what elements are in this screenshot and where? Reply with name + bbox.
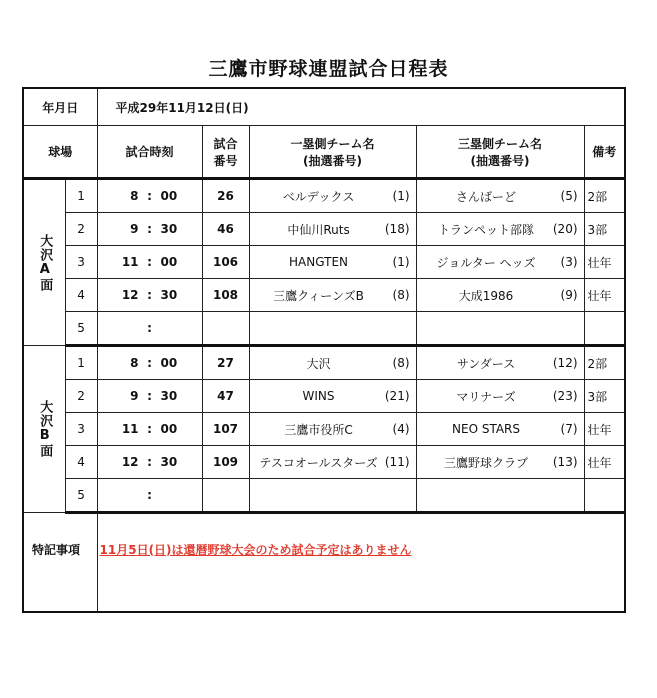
game-order: 4: [65, 279, 97, 312]
lottery-number: (7): [560, 422, 578, 436]
game-order: 3: [65, 413, 97, 446]
first-base-team: [249, 213, 416, 246]
lottery-number: (8): [392, 356, 410, 370]
game-time: [97, 479, 202, 513]
third-base-team: [416, 179, 584, 213]
lottery-number: (23): [552, 389, 578, 403]
lottery-number: (18): [384, 222, 410, 236]
game-time: [97, 246, 202, 279]
lottery-number: (8): [392, 288, 410, 302]
date-row: [23, 88, 625, 126]
first-base-team: [249, 179, 416, 213]
first-base-team: [249, 413, 416, 446]
game-remark: [584, 312, 625, 346]
time-hour: 8: [130, 189, 139, 203]
page-title: 三鷹市野球連盟試合日程表: [208, 58, 449, 80]
team-name: さんばーど: [456, 189, 517, 204]
time-minute: 30: [160, 222, 178, 236]
lottery-number: (3): [560, 255, 578, 269]
time-minute: 00: [160, 189, 178, 203]
header-game-no-line1: 試合: [213, 136, 238, 151]
game-number: 27: [202, 346, 249, 380]
time-hour: [105, 488, 139, 502]
game-time: [97, 446, 202, 479]
first-base-team: [249, 279, 416, 312]
game-order: 3: [65, 246, 97, 279]
notes-label: 特記事項: [23, 513, 97, 613]
third-base-team: [416, 446, 584, 479]
team-name: サンダース: [456, 356, 516, 371]
time-minute: 00: [160, 356, 178, 370]
team-name: 三鷹クィーンズB: [273, 288, 364, 303]
header-game-no-line2: 番号: [213, 153, 238, 168]
game-order: 1: [65, 179, 97, 213]
notes-text: 11月5日(日)は還暦野球大会のため試合予定はありません: [97, 513, 625, 613]
game-order: 2: [65, 213, 97, 246]
team-name: ベルデックス: [282, 189, 355, 204]
game-time: [97, 312, 202, 346]
game-time: [97, 413, 202, 446]
game-number: 109: [202, 446, 249, 479]
first-base-team: [249, 346, 416, 380]
venue-cell: [23, 346, 65, 513]
date-label: 年月日: [23, 88, 97, 126]
table-row: [23, 479, 625, 513]
third-base-team: [416, 213, 584, 246]
game-remark: 壮年: [584, 246, 625, 279]
time-hour: 12: [121, 455, 139, 469]
lottery-number: (13): [552, 455, 578, 469]
game-time: [97, 380, 202, 413]
team-name: ジョルター ヘッズ: [436, 255, 536, 270]
game-remark: 壮年: [584, 446, 625, 479]
game-remark: 壮年: [584, 279, 625, 312]
table-row: [23, 312, 625, 346]
venue-name: 大沢A面: [37, 233, 53, 292]
game-time: [97, 279, 202, 312]
lottery-number: (4): [392, 422, 410, 436]
time-hour: [105, 321, 139, 335]
first-base-team: [249, 246, 416, 279]
third-base-team: [416, 346, 584, 380]
game-number: 26: [202, 179, 249, 213]
game-remark: 2部: [584, 346, 625, 380]
time-colon: :: [147, 389, 152, 403]
third-base-team: [416, 479, 584, 513]
lottery-number: (20): [552, 222, 578, 236]
time-colon: :: [147, 356, 152, 370]
third-base-team: [416, 246, 584, 279]
team-name: 中仙川Ruts: [287, 222, 350, 237]
header-first-base-line1: 一塁側チーム名: [290, 136, 375, 151]
table-row: [23, 380, 625, 413]
time-colon: :: [147, 321, 152, 335]
table-row: [23, 413, 625, 446]
team-name: WINS: [302, 389, 335, 403]
time-hour: 11: [121, 422, 139, 436]
time-minute: [161, 321, 195, 335]
first-base-team: [249, 446, 416, 479]
time-minute: 30: [160, 288, 178, 302]
table-row: [23, 179, 625, 213]
third-base-team: [416, 380, 584, 413]
game-number: [202, 479, 249, 513]
venue-name: 大沢B面: [37, 400, 53, 458]
lottery-number: (12): [552, 356, 578, 370]
table-row: [23, 446, 625, 479]
game-number: [202, 312, 249, 346]
team-name: 大沢: [306, 356, 331, 371]
lottery-number: (11): [384, 455, 410, 469]
team-name: 大成1986: [458, 288, 514, 303]
game-remark: 3部: [584, 380, 625, 413]
lottery-number: (9): [560, 288, 578, 302]
game-remark: 3部: [584, 213, 625, 246]
game-time: [97, 213, 202, 246]
header-third-base: [416, 126, 584, 179]
time-minute: 00: [160, 255, 178, 269]
time-minute: [161, 488, 195, 502]
team-name: トランペット部隊: [438, 222, 535, 237]
game-time: [97, 346, 202, 380]
team-name: 三鷹市役所C: [284, 422, 353, 437]
team-name: HANGTEN: [289, 255, 348, 269]
game-order: 4: [65, 446, 97, 479]
header-field: 球場: [23, 126, 97, 179]
time-colon: :: [147, 255, 152, 269]
time-minute: 30: [160, 455, 178, 469]
header-game-no: [202, 126, 249, 179]
game-order: 1: [65, 346, 97, 380]
time-hour: 9: [130, 222, 139, 236]
time-colon: :: [147, 488, 152, 502]
lottery-number: (1): [392, 255, 410, 269]
game-remark: 2部: [584, 179, 625, 213]
lottery-number: (5): [560, 189, 578, 203]
header-first-base-line2: (抽選番号): [303, 153, 362, 168]
time-colon: :: [147, 222, 152, 236]
game-number: 46: [202, 213, 249, 246]
time-hour: 12: [121, 288, 139, 302]
schedule-table: [22, 87, 626, 613]
time-minute: 00: [160, 422, 178, 436]
header-first-base: [249, 126, 416, 179]
header-third-base-line2: (抽選番号): [470, 153, 530, 168]
time-hour: 9: [130, 389, 139, 403]
time-colon: :: [147, 288, 152, 302]
game-remark: 壮年: [584, 413, 625, 446]
time-colon: :: [147, 189, 152, 203]
third-base-team: [416, 413, 584, 446]
header-time: 試合時刻: [97, 126, 202, 179]
game-number: 106: [202, 246, 249, 279]
game-order: 5: [65, 312, 97, 346]
team-name: 三鷹野球クラブ: [444, 455, 529, 470]
time-colon: :: [147, 455, 152, 469]
time-hour: 11: [121, 255, 139, 269]
table-row: [23, 213, 625, 246]
game-number: 47: [202, 380, 249, 413]
third-base-team: [416, 312, 584, 346]
time-colon: :: [147, 422, 152, 436]
third-base-team: [416, 279, 584, 312]
table-row: [23, 279, 625, 312]
game-order: 5: [65, 479, 97, 513]
time-hour: 8: [130, 356, 139, 370]
header-third-base-line1: 三塁側チーム名: [458, 136, 543, 151]
game-number: 108: [202, 279, 249, 312]
first-base-team: [249, 312, 416, 346]
date-value: 平成29年11月12日(日): [97, 88, 625, 126]
table-row: [23, 346, 625, 380]
first-base-team: [249, 479, 416, 513]
lottery-number: (21): [384, 389, 410, 403]
header-remarks: 備考: [584, 126, 625, 179]
venue-cell: [23, 179, 65, 346]
header-row: [23, 126, 625, 179]
lottery-number: (1): [392, 189, 410, 203]
game-number: 107: [202, 413, 249, 446]
team-name: テスコオールスターズ: [259, 455, 378, 470]
game-order: 2: [65, 380, 97, 413]
game-remark: [584, 479, 625, 513]
notes-row: [23, 513, 625, 613]
first-base-team: [249, 380, 416, 413]
time-minute: 30: [160, 389, 178, 403]
team-name: マリナーズ: [456, 389, 516, 404]
team-name: NEO STARS: [452, 422, 521, 436]
table-row: [23, 246, 625, 279]
game-time: [97, 179, 202, 213]
